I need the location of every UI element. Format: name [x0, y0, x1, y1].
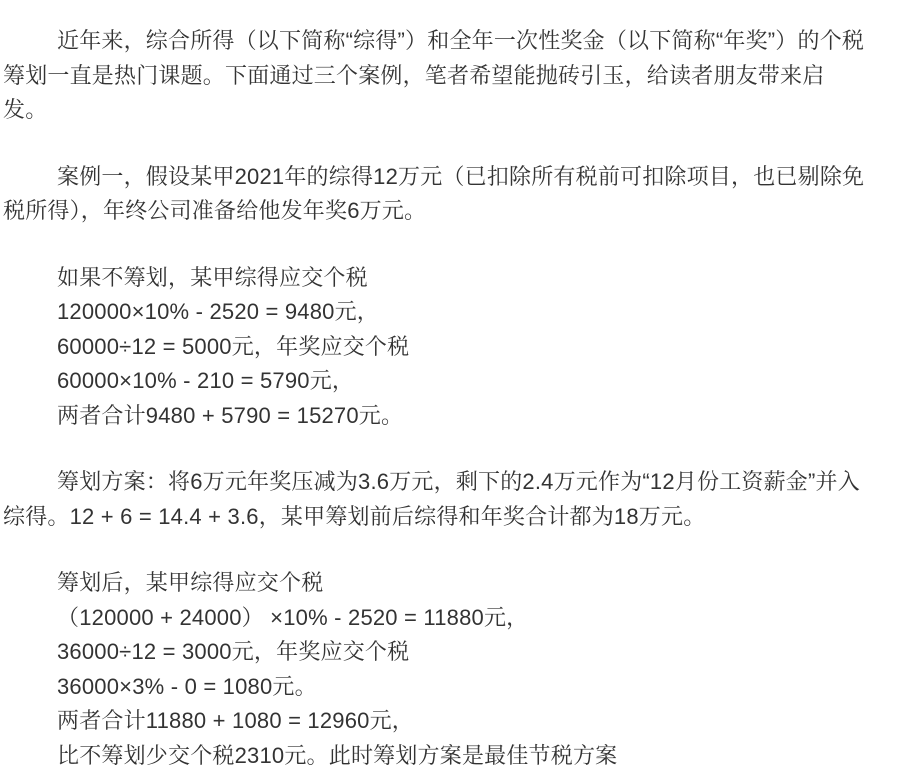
text-line: 案例一，假设某甲2021年的综得12万元（已扣除所有税前可扣除项目，也已剔除免	[57, 163, 865, 189]
formula-line: （120000 + 24000） ×10% - 2520 = 11880元，	[57, 604, 529, 630]
text-line: 筹划后，某甲综得应交个税	[57, 570, 324, 595]
conclusion-line: 比不筹划少交个税2310元。此时筹划方案是最佳节税方案	[57, 742, 618, 768]
formula-line: 120000×10% - 2520 = 9480元，	[57, 299, 379, 324]
text-line: 发。	[3, 97, 48, 122]
text-line: 筹划方案：将6万元年奖压减为3.6万元，剩下的2.4万元作为“12月份工资薪金”并入	[57, 469, 860, 494]
text-line: 税所得），年终公司准备给他发年奖6万元。	[3, 198, 427, 223]
text-line: 近年来，综合所得（以下简称“综得”）和全年一次性奖金（以下简称“年奖”）的个税	[57, 28, 865, 53]
formula-line: 60000÷12 = 5000元，年奖应交个税	[57, 333, 410, 359]
case-one-paragraph	[3, 160, 883, 229]
formula-line: 36000÷12 = 3000元，年奖应交个税	[57, 639, 410, 664]
text-line: 筹划一直是热门课题。下面通过三个案例，笔者希望能抛砖引玉，给读者朋友带来启	[3, 62, 825, 88]
formula-line: 两者合计9480 + 5790 = 15270元。	[57, 402, 404, 428]
text-line: 如果不筹划，某甲综得应交个税	[57, 264, 368, 290]
formula-line: 60000×10% - 210 = 5790元，	[57, 368, 355, 393]
intro-paragraph	[3, 24, 883, 128]
after-planning-calculation-block	[3, 566, 883, 770]
text-line: 综得。12 + 6 = 14.4 + 3.6，某甲筹划前后综得和年奖合计都为18万元。	[3, 503, 706, 529]
planning-scheme-paragraph	[3, 465, 883, 534]
formula-line: 两者合计11880 + 1080 = 12960元，	[57, 708, 415, 733]
no-planning-calculation-block	[3, 261, 883, 434]
formula-line: 36000×3% - 0 = 1080元。	[57, 673, 317, 699]
